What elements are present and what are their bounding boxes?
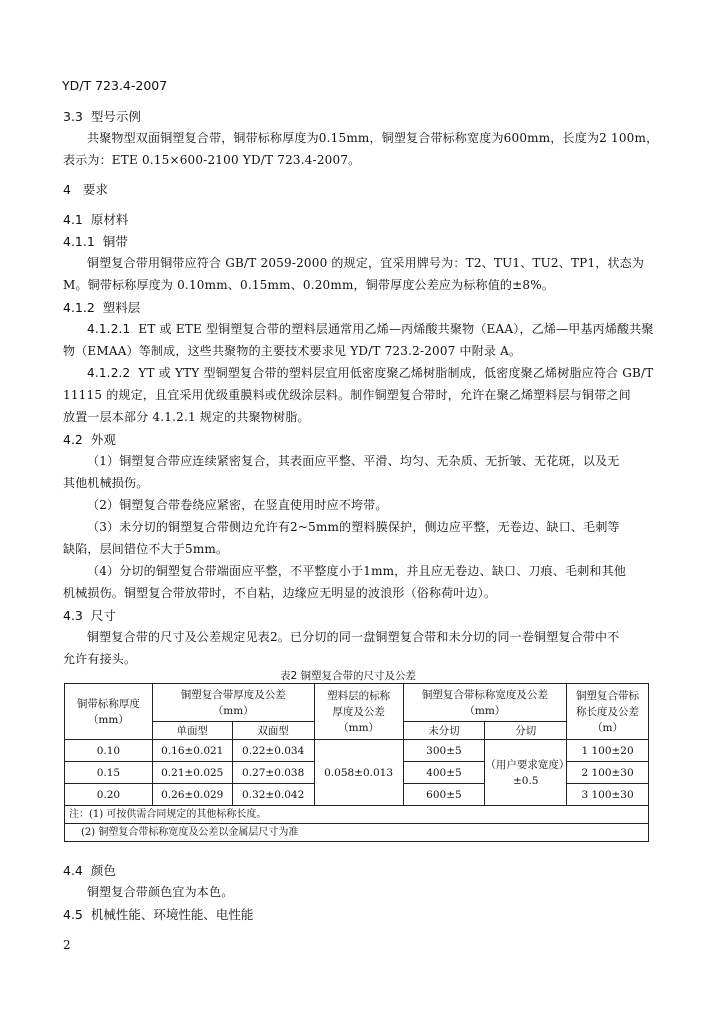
table-note-1: 注：(1) 可按供需合同规定的其他标称长度。	[65, 806, 649, 824]
table-note-2: (2) 铜塑复合带标称宽度及公差以金属层尺寸为准	[65, 824, 649, 842]
header-slit: 分切	[485, 722, 567, 740]
cell-single: 0.26±0.029	[152, 784, 232, 806]
cell-slit-width: （用户要求宽度） ±0.5	[485, 740, 567, 806]
section-4-1-heading: 4.1 原材料	[63, 212, 129, 227]
section-3-3-heading: 3.3 型号示例	[63, 109, 141, 124]
cell-length: 1 100±20	[567, 740, 649, 762]
section-4-1-2-2-para-3: 放置一层本部分 4.1.2.1 规定的共聚物树脂。	[63, 410, 310, 424]
section-4-5-heading: 4.5 机械性能、环境性能、电性能	[63, 907, 254, 922]
appearance-item-1-line-1: （1）铜塑复合带应连续紧密复合，其表面应平整、平滑、均匀、无杂质、无折皱、无花斑，以及无	[87, 454, 620, 468]
appearance-item-1-line-2: 其他机械损伤。	[63, 476, 149, 490]
section-4-4-para: 铜塑复合带颜色宜为本色。	[87, 885, 234, 899]
section-4-1-1-para-1: 铜塑复合带用铜带应符合 GB/T 2059-2000 的规定，宜采用牌号为：T2、TU1、TU2、TP1，状态为	[87, 256, 645, 270]
section-4-4-heading: 4.4 颜色	[63, 863, 116, 878]
section-3-3-para-1: 共聚物型双面铜塑复合带，铜带标称厚度为0.15mm，铜塑复合带标称宽度为600mm，长度为2 100m，	[87, 131, 659, 145]
section-4-1-2-heading: 4.1.2 塑料层	[63, 300, 141, 315]
section-4-1-2-2-para-2: 11115 的规定，且宜采用优级重膜料或优级涂层料。制作铜塑复合带时，允许在聚乙烯塑料层与铜带之间	[63, 388, 631, 402]
cell-unslit: 400±5	[403, 762, 485, 784]
cell-plastic-thickness: 0.058±0.013	[314, 740, 403, 806]
cell-double: 0.32±0.042	[232, 784, 314, 806]
cell-double: 0.22±0.034	[232, 740, 314, 762]
cell-unslit: 600±5	[403, 784, 485, 806]
header-copper-thickness: 铜带标称厚度 （mm）	[65, 684, 153, 740]
table-2-dimensions	[64, 683, 649, 842]
section-4-3-heading: 4.3 尺寸	[63, 608, 116, 623]
section-4-heading: 4 要求	[63, 182, 108, 197]
section-4-1-1-para-2: M。铜带标称厚度为 0.10mm、0.15mm、0.20mm，铜带厚度公差应为标称值的±8%。	[63, 278, 555, 292]
appearance-item-4-line-1: （4）分切的铜塑复合带端面应平整，不平整度小于1mm，并且应无卷边、缺口、刀痕、毛刺和其他	[87, 564, 627, 578]
appearance-item-3-line-1: （3）未分切的铜塑复合带侧边允许有2~5mm的塑料膜保护，侧边应平整，无卷边、缺口、毛刺等	[87, 520, 620, 534]
cell-single: 0.16±0.021	[152, 740, 232, 762]
header-width: 铜塑复合带标称宽度及公差 （mm）	[403, 684, 567, 722]
section-4-3-para-2: 允许有接头。	[63, 652, 137, 666]
section-4-1-1-heading: 4.1.1 铜带	[63, 234, 128, 249]
section-4-3-para-1: 铜塑复合带的尺寸及公差规定见表2。已分切的同一盘铜塑复合带和未分切的同一卷铜塑复合带中不	[87, 630, 620, 644]
cell-copper: 0.20	[65, 784, 153, 806]
cell-copper: 0.10	[65, 740, 153, 762]
header-length: 铜塑复合带标 称长度及公差 （m）	[567, 684, 649, 740]
table-row	[65, 740, 649, 762]
section-4-1-2-1-para-1: 4.1.2.1 ET 或 ETE 型铜塑复合带的塑料层通常用乙烯—丙烯酸共聚物（EAA），乙烯—甲基丙烯酸共聚	[87, 322, 654, 336]
cell-single: 0.21±0.025	[152, 762, 232, 784]
section-4-2-heading: 4.2 外观	[63, 432, 116, 447]
appearance-item-3-line-2: 缺陷，层间错位不大于5mm。	[63, 542, 229, 556]
header-composite-thickness: 铜塑复合带厚度及公差 （mm）	[152, 684, 314, 722]
document-id: YD/T 723.4-2007	[62, 78, 168, 93]
section-3-3-para-2: 表示为：ETE 0.15×600-2100 YD/T 723.4-2007。	[63, 153, 361, 167]
appearance-item-4-line-2: 机械损伤。铜塑复合带放带时，不自粘，边缘应无明显的波浪形（俗称荷叶边）。	[63, 586, 497, 600]
cell-copper: 0.15	[65, 762, 153, 784]
header-double-sided: 双面型	[232, 722, 314, 740]
cell-double: 0.27±0.038	[232, 762, 314, 784]
header-unslit: 未分切	[403, 722, 485, 740]
section-4-1-2-1-para-2: 物（EMAA）等制成，这些共聚物的主要技术要求见 YD/T 723.2-2007 中附录 A。	[63, 344, 522, 358]
header-plastic-thickness: 塑料层的标称 厚度及公差 （mm）	[314, 684, 403, 740]
cell-unslit: 300±5	[403, 740, 485, 762]
appearance-item-2: （2）铜塑复合带卷绕应紧密，在竖直使用时应不垮带。	[87, 498, 388, 512]
cell-length: 3 100±30	[567, 784, 649, 806]
page-number: 2	[63, 938, 71, 952]
table-2-caption: 表2 铜塑复合带的尺寸及公差	[280, 670, 417, 682]
section-4-1-2-2-para-1: 4.1.2.2 YT 或 YTY 型铜塑复合带的塑料层宜用低密度聚乙烯树脂制成，低密度聚乙烯树脂应符合 GB/T	[87, 366, 654, 380]
header-single-sided: 单面型	[152, 722, 232, 740]
cell-length: 2 100±30	[567, 762, 649, 784]
